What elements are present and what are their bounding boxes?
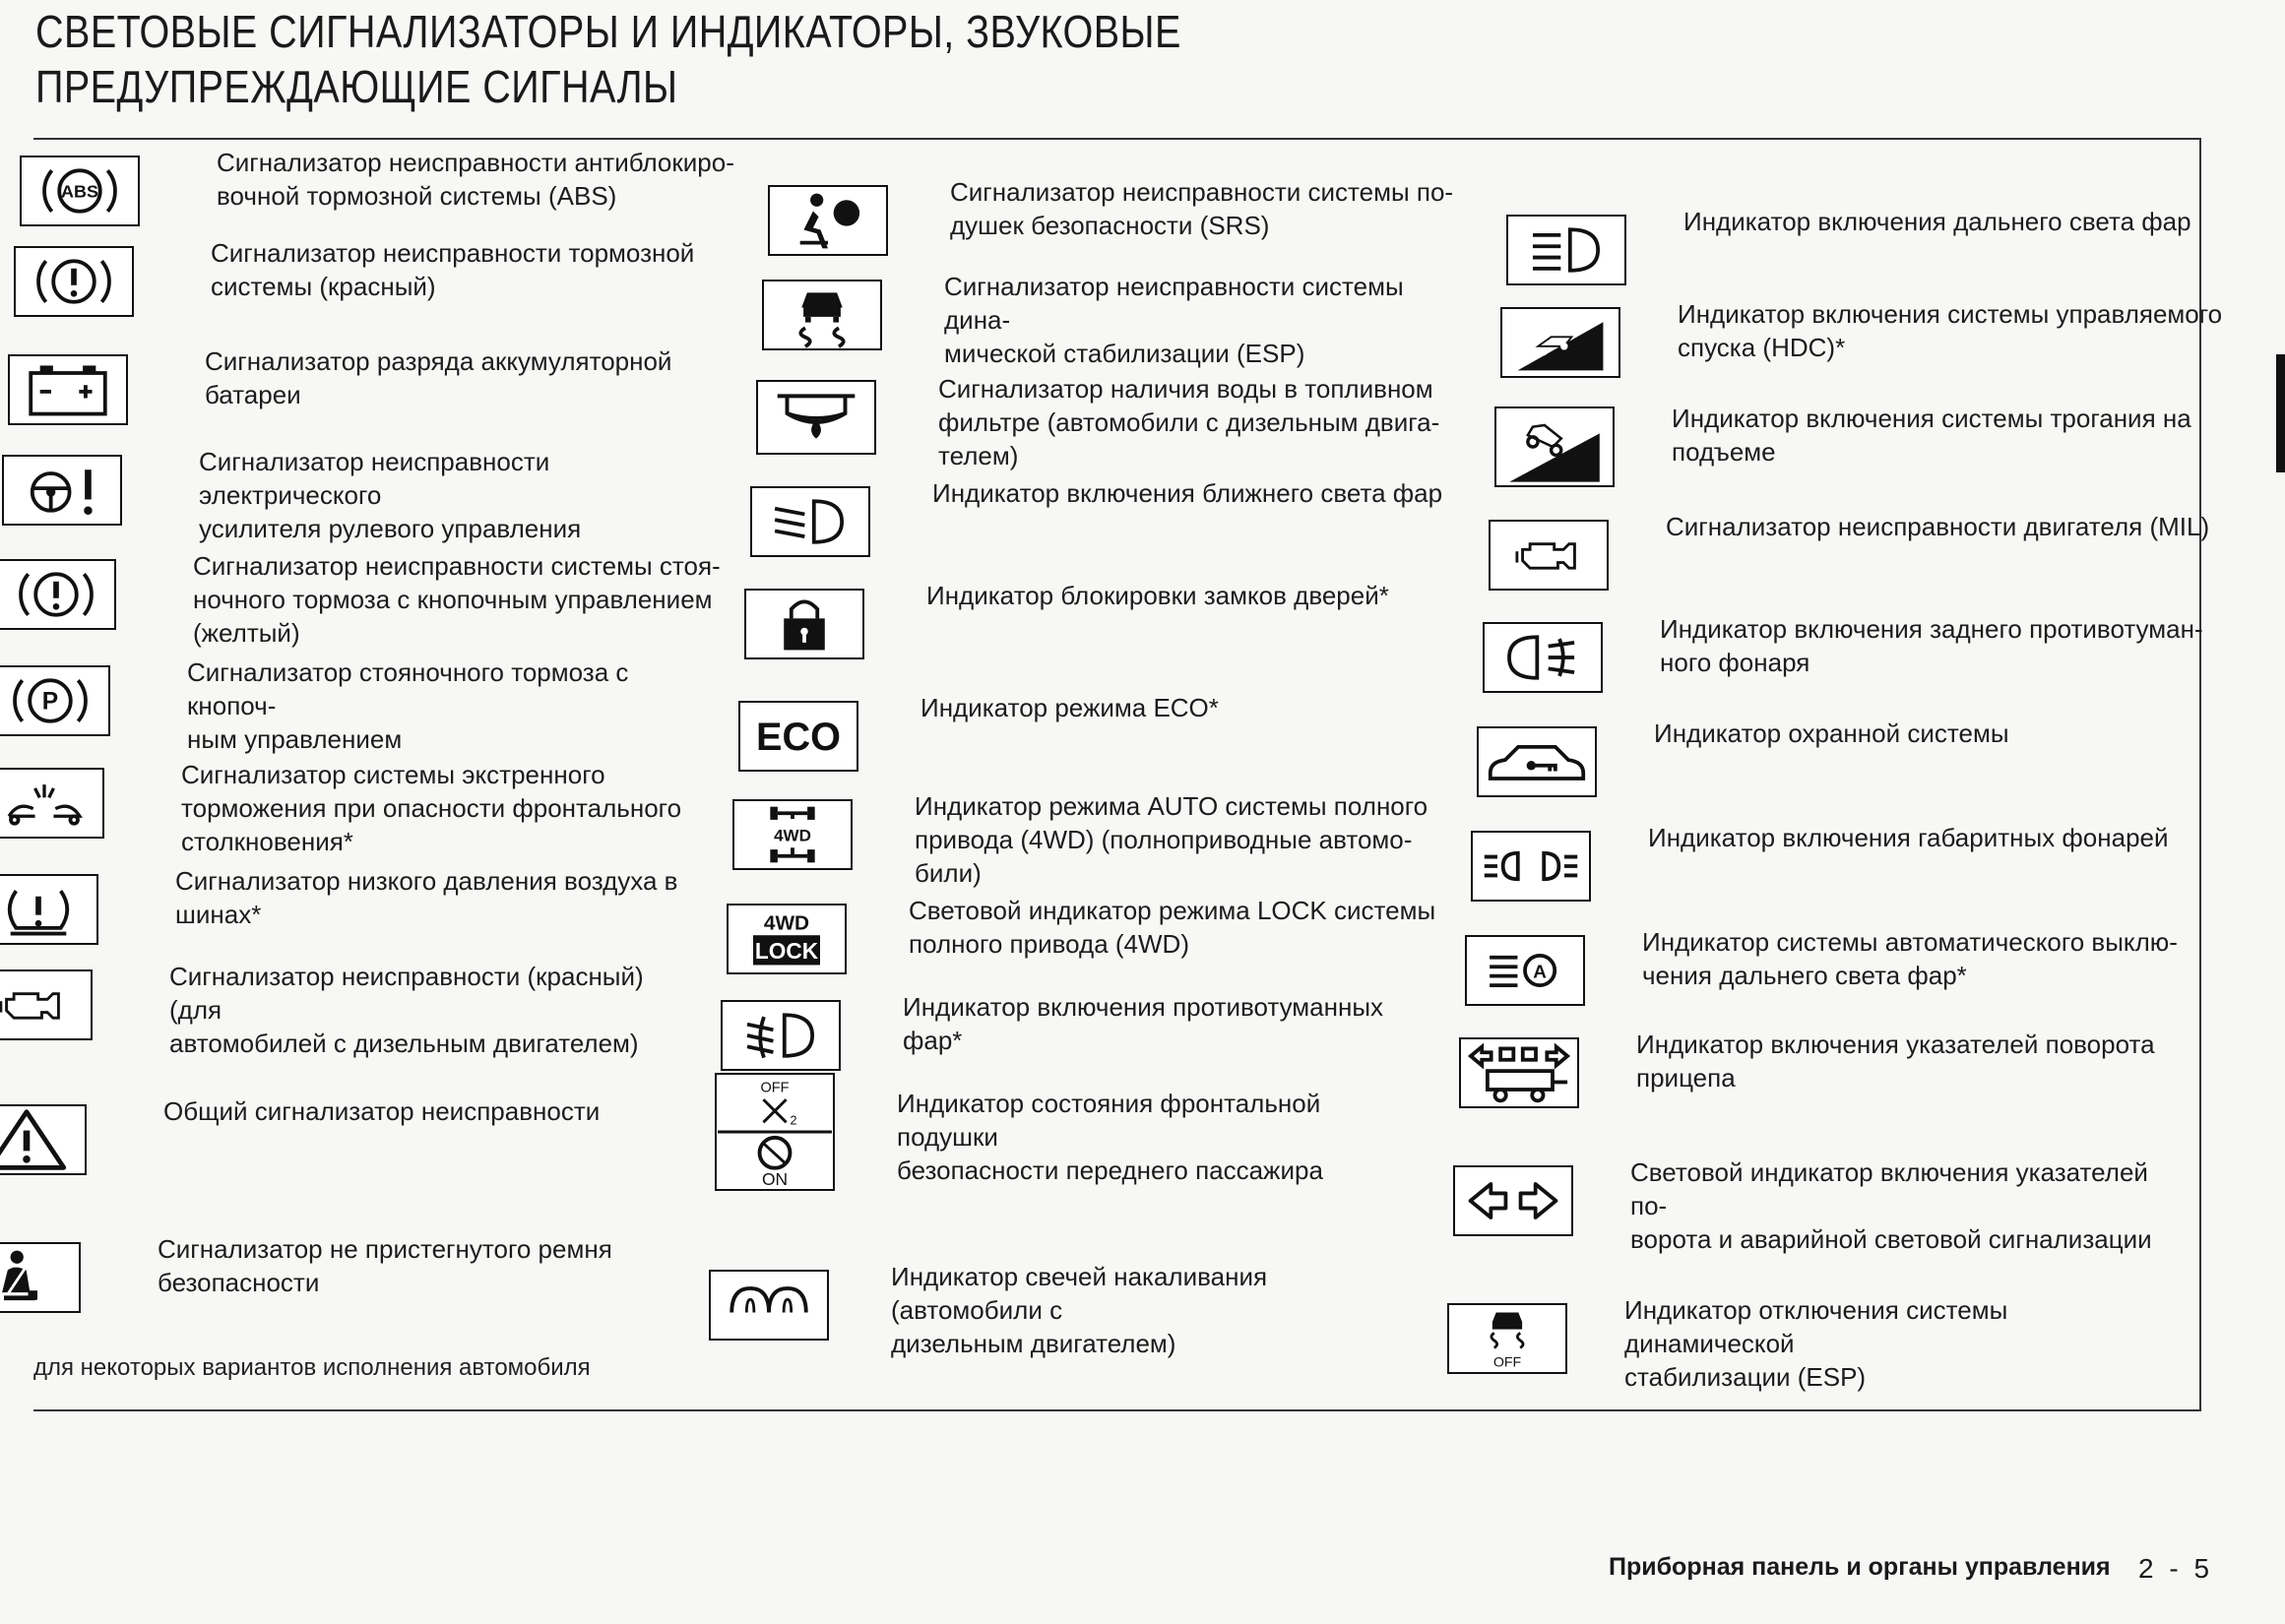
indicator-label: Сигнализатор не пристегнутого ремня безопасности [158, 1234, 612, 1297]
indicator-label: Сигнализатор наличия воды в топливном фильтре (автомобили с дизельным двига- телем) [938, 374, 1440, 470]
indicator-label: Индикатор включения дальнего света фар [1683, 207, 2191, 236]
lock-4wd-icon [727, 904, 847, 974]
svg-text:P: P [41, 688, 59, 716]
indicator-label: Сигнализатор стояночного тормоза с кнопоч- ным управлением [187, 657, 629, 754]
indicator-label: Сигнализатор неисправности системы дина- мической стабилизации (ESP) [944, 272, 1404, 368]
trailer-turn-icon [1459, 1037, 1579, 1108]
indicator-label: Сигнализатор разряда аккумуляторной батареи [205, 346, 672, 409]
svg-text:ECO: ECO [756, 716, 841, 760]
hdc-icon [1500, 307, 1620, 378]
svg-text:4WD: 4WD [774, 826, 811, 845]
indicator-label: Сигнализатор низкого давления воздуха в шинах* [175, 866, 678, 929]
indicator-label: Индикатор включения системы управляемого спуска (HDC)* [1678, 299, 2223, 362]
rear-fog-icon [1483, 622, 1603, 693]
engine-red-icon [0, 969, 93, 1040]
water-in-fuel-icon [756, 380, 876, 455]
check-engine-icon [1489, 520, 1609, 591]
indicator-label: Индикатор режима AUTO системы полного привода (4WD) (полноприводные автомо- били) [915, 791, 1428, 888]
collision-icon [0, 768, 104, 839]
svg-text:2: 2 [790, 1113, 797, 1128]
indicator-label: Индикатор свечей накаливания (автомобили с дизельным двигателем) [891, 1262, 1268, 1358]
svg-text:ABS: ABS [61, 181, 98, 202]
security-icon [1477, 726, 1597, 797]
page-title-line-1: СВЕТОВЫЕ СИГНАЛИЗАТОРЫ И ИНДИКАТОРЫ, ЗВУКОВЫЕ [35, 6, 1181, 57]
svg-text:A: A [1533, 962, 1547, 983]
indicator-label: Сигнализатор системы экстренного торможения при опасности фронтального столкновения* [181, 760, 682, 856]
svg-text:ON: ON [761, 1169, 789, 1189]
indicator-label: Индикатор блокировки замков дверей* [926, 581, 1389, 610]
auto-high-beam-icon [1465, 935, 1585, 1006]
footer-section-title: Приборная панель и органы управления [1609, 1553, 2111, 1581]
battery-icon [8, 354, 128, 425]
svg-text:4WD: 4WD [763, 911, 810, 935]
indicator-label: Индикатор отключения системы динамической стабилизации (ESP) [1624, 1295, 2008, 1392]
indicator-label: Индикатор включения ближнего света фар [932, 478, 1443, 508]
indicator-label: Световой индикатор режима LOCK системы полного привода (4WD) [909, 896, 1436, 959]
general-warning-icon [0, 1104, 87, 1175]
indicator-label: Индикатор охранной системы [1654, 718, 2009, 748]
chapter-tab-mark [2276, 354, 2285, 472]
indicator-label: Индикатор состояния фронтальной подушки безопасности переднего пассажира [897, 1089, 1323, 1185]
indicator-label: Сигнализатор неисправности системы стоя- ночного тормоза с кнопочным управлением (желтый) [193, 551, 721, 648]
indicator-label: Сигнализатор неисправности системы по- душек безопасности (SRS) [950, 177, 1454, 240]
svg-text:OFF: OFF [1492, 1354, 1522, 1371]
svg-text:OFF: OFF [760, 1080, 790, 1096]
turn-signal-icon [1453, 1165, 1573, 1236]
passenger-airbag-icon [715, 1073, 835, 1191]
indicator-label: Сигнализатор неисправности электрического усилителя рулевого управления [199, 447, 582, 543]
hill-start-icon [1494, 406, 1615, 487]
footnote: для некоторых вариантов исполнения автомобиля [33, 1354, 591, 1381]
indicator-label: Световой индикатор включения указателей по- ворота и аварийной световой сигнализации [1630, 1157, 2152, 1254]
abs-icon [20, 156, 140, 226]
indicator-label: Общий сигнализатор неисправности [163, 1096, 601, 1126]
indicator-label: Индикатор включения указателей поворота прицепа [1636, 1030, 2155, 1093]
svg-text:LOCK: LOCK [754, 937, 819, 964]
indicator-label: Сигнализатор неисправности двигателя (MIL) [1666, 512, 2210, 541]
indicator-label: Индикатор включения заднего противотуман- ного фонаря [1660, 614, 2203, 677]
indicator-label: Сигнализатор неисправности антиблокиро- вочной тормозной системы (ABS) [217, 148, 734, 211]
esp-icon [762, 280, 882, 350]
glow-plug-icon [709, 1270, 829, 1341]
position-lights-icon [1471, 831, 1591, 902]
page-title-line-2: ПРЕДУПРЕЖДАЮЩИЕ СИГНАЛЫ [35, 61, 678, 112]
auto-4wd-icon [732, 799, 853, 870]
high-beam-icon [1506, 215, 1626, 285]
epb-yellow-icon [0, 559, 116, 630]
indicator-label: Сигнализатор неисправности тормозной системы (красный) [211, 238, 695, 301]
front-fog-icon [721, 1000, 841, 1071]
indicator-label: Индикатор включения противотуманных фар* [903, 992, 1384, 1055]
parking-brake-icon [0, 665, 110, 736]
indicator-label: Индикатор включения габаритных фонарей [1648, 823, 2169, 852]
esp-off-icon [1447, 1303, 1567, 1374]
low-beam-icon [750, 486, 870, 557]
seatbelt-icon [0, 1242, 81, 1313]
steering-warning-icon [2, 455, 122, 526]
indicator-label: Индикатор режима ECO* [920, 693, 1219, 722]
page-title [35, 4, 1181, 114]
eco-icon [738, 701, 858, 772]
indicator-label: Индикатор включения системы трогания на подъеме [1672, 404, 2191, 467]
door-lock-icon [744, 589, 864, 659]
brake-red-icon [14, 246, 134, 317]
page-number: 2 - 5 [2138, 1553, 2214, 1584]
indicator-label: Сигнализатор неисправности (красный) (для автомобилей с дизельным двигателем) [169, 962, 644, 1058]
airbag-icon [768, 185, 888, 256]
indicator-label: Индикатор системы автоматического выклю- чения дальнего света фар* [1642, 927, 2178, 990]
tire-pressure-icon [0, 874, 98, 945]
